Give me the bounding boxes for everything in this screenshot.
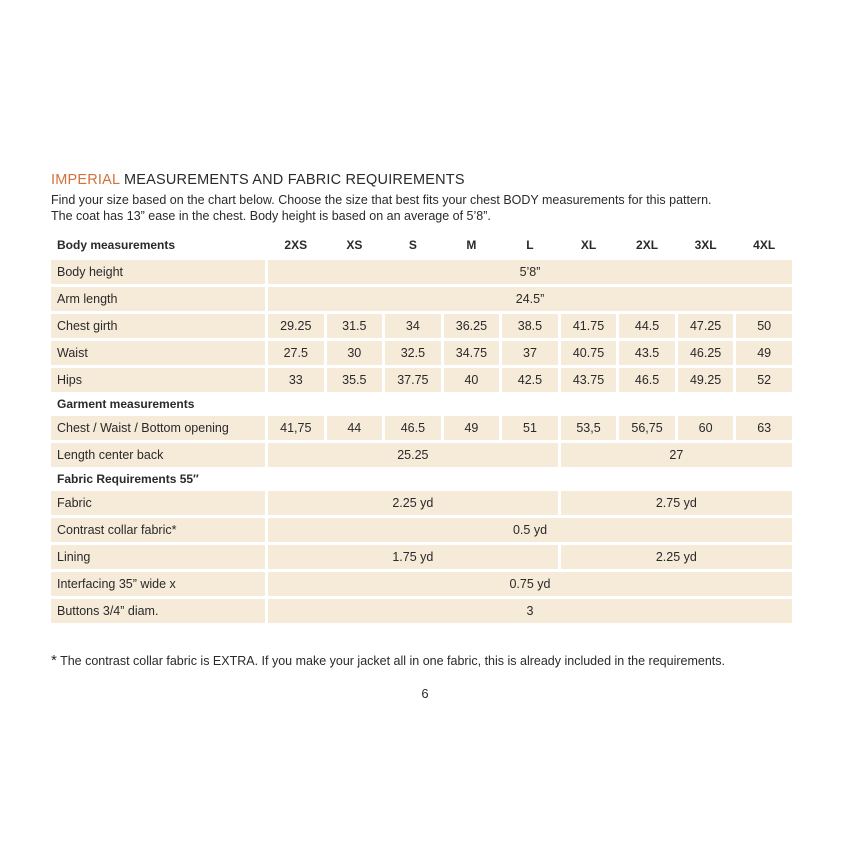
cell-value: 38.5 bbox=[502, 314, 558, 338]
table-row bbox=[51, 341, 792, 365]
cell-value: 49 bbox=[736, 341, 792, 365]
size-header: S bbox=[408, 238, 417, 252]
page-number: 6 bbox=[421, 686, 429, 701]
cell-value: 40 bbox=[444, 368, 500, 392]
cell-value: 49 bbox=[444, 416, 500, 440]
cell-value: 44 bbox=[327, 416, 383, 440]
footnote bbox=[51, 652, 725, 669]
size-header: XS bbox=[346, 238, 363, 252]
cell-value: 50 bbox=[736, 314, 792, 338]
size-chart-table bbox=[48, 230, 795, 626]
row-label: Waist bbox=[51, 341, 265, 365]
cell-value: 3 bbox=[268, 599, 792, 623]
cell-value: 0.5 yd bbox=[268, 518, 792, 542]
section-row bbox=[51, 470, 792, 488]
size-header: 2XL bbox=[636, 238, 659, 252]
footnote-text: The contrast collar fabric is EXTRA. If you make your jacket all in one fabric, this is already included in the requirements. bbox=[56, 654, 725, 668]
cell-value: 41.75 bbox=[561, 314, 617, 338]
cell-value: 35.5 bbox=[327, 368, 383, 392]
cell-value: 27.5 bbox=[268, 341, 324, 365]
cell-value: 36.25 bbox=[444, 314, 500, 338]
cell-value: 1.75 yd bbox=[268, 545, 558, 569]
row-label: Interfacing 35” wide x bbox=[51, 572, 265, 596]
cell-value: 2.25 yd bbox=[268, 491, 558, 515]
heading-accent: IMPERIAL bbox=[51, 172, 120, 188]
section-label-fabric: Fabric Requirements 55″ bbox=[57, 472, 199, 486]
cell-value: 33 bbox=[268, 368, 324, 392]
cell-value: 51 bbox=[502, 416, 558, 440]
cell-value: 43.5 bbox=[619, 341, 675, 365]
section-row bbox=[51, 395, 792, 413]
cell-value: 63 bbox=[736, 416, 792, 440]
cell-value: 46.25 bbox=[678, 341, 734, 365]
intro-line-2: The coat has 13” ease in the chest. Body height is based on an average of 5’8”. bbox=[51, 209, 491, 223]
cell-value: 2.75 yd bbox=[561, 491, 792, 515]
row-label: Lining bbox=[51, 545, 265, 569]
cell-value: 53,5 bbox=[561, 416, 617, 440]
cell-value: 34 bbox=[385, 314, 441, 338]
cell-value: 2.25 yd bbox=[561, 545, 792, 569]
size-header: 3XL bbox=[694, 238, 717, 252]
cell-value: 0.75 yd bbox=[268, 572, 792, 596]
cell-value: 31.5 bbox=[327, 314, 383, 338]
row-label: Contrast collar fabric* bbox=[51, 518, 265, 542]
size-header: XL bbox=[580, 238, 597, 252]
row-label: Chest / Waist / Bottom opening bbox=[51, 416, 265, 440]
table-row bbox=[51, 491, 792, 515]
cell-value: 29.25 bbox=[268, 314, 324, 338]
cell-value: 24.5” bbox=[268, 287, 792, 311]
cell-value: 25.25 bbox=[268, 443, 558, 467]
cell-value: 60 bbox=[678, 416, 734, 440]
table-header-row bbox=[51, 233, 792, 257]
cell-value: 56,75 bbox=[619, 416, 675, 440]
cell-value: 32.5 bbox=[385, 341, 441, 365]
table-row bbox=[51, 545, 792, 569]
size-header: 2XS bbox=[284, 238, 308, 252]
cell-value: 46.5 bbox=[385, 416, 441, 440]
header-label: Body measurements bbox=[57, 238, 176, 252]
table-row bbox=[51, 572, 792, 596]
cell-value: 49.25 bbox=[678, 368, 734, 392]
row-label: Chest girth bbox=[51, 314, 265, 338]
row-label: Buttons 3/4” diam. bbox=[51, 599, 265, 623]
row-label: Body height bbox=[51, 260, 265, 284]
cell-value: 52 bbox=[736, 368, 792, 392]
cell-value: 5’8” bbox=[268, 260, 792, 284]
heading-rest: MEASUREMENTS AND FABRIC REQUIREMENTS bbox=[119, 172, 465, 188]
table-row bbox=[51, 443, 792, 467]
table-row bbox=[51, 287, 792, 311]
cell-value: 34.75 bbox=[444, 341, 500, 365]
size-header: M bbox=[466, 238, 477, 252]
table-row bbox=[51, 518, 792, 542]
table-row bbox=[51, 260, 792, 284]
cell-value: 37 bbox=[502, 341, 558, 365]
table-row bbox=[51, 314, 792, 338]
cell-value: 30 bbox=[327, 341, 383, 365]
table-row bbox=[51, 599, 792, 623]
size-header: 4XL bbox=[753, 238, 776, 252]
row-label: Hips bbox=[51, 368, 265, 392]
intro-line-1: Find your size based on the chart below. Choose the size that best fits your chest BODY measurements for this pattern. bbox=[51, 193, 712, 207]
footnote-asterisk: * bbox=[51, 652, 57, 669]
row-label: Length center back bbox=[51, 443, 265, 467]
page-heading bbox=[51, 172, 465, 188]
cell-value: 37.75 bbox=[385, 368, 441, 392]
cell-value: 27 bbox=[561, 443, 792, 467]
size-header: L bbox=[526, 238, 534, 252]
table-row bbox=[51, 416, 792, 440]
cell-value: 40.75 bbox=[561, 341, 617, 365]
row-label: Arm length bbox=[51, 287, 265, 311]
cell-value: 41,75 bbox=[268, 416, 324, 440]
section-label-garment: Garment measurements bbox=[57, 397, 195, 411]
cell-value: 47.25 bbox=[678, 314, 734, 338]
intro-text bbox=[51, 192, 712, 224]
table-row bbox=[51, 368, 792, 392]
cell-value: 43.75 bbox=[561, 368, 617, 392]
cell-value: 46.5 bbox=[619, 368, 675, 392]
cell-value: 44.5 bbox=[619, 314, 675, 338]
row-label: Fabric bbox=[51, 491, 265, 515]
cell-value: 42.5 bbox=[502, 368, 558, 392]
